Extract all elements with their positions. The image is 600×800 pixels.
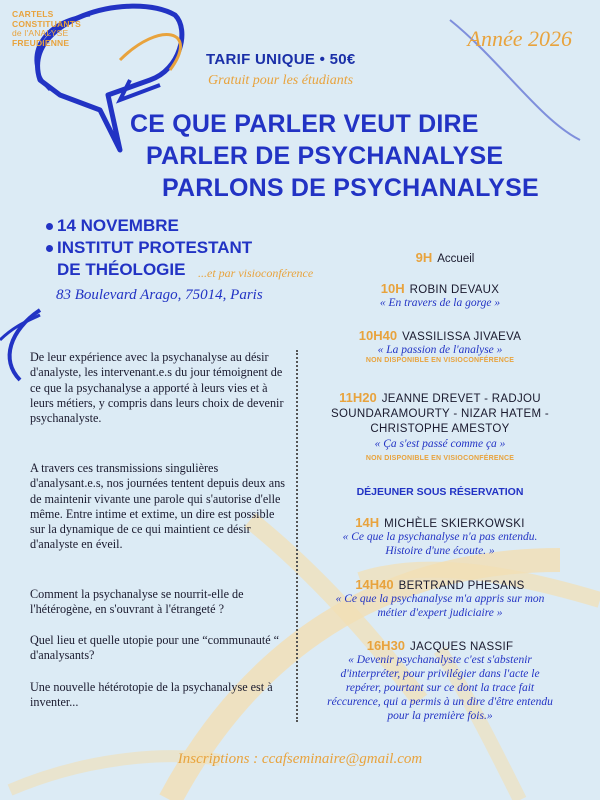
bullet-icon	[46, 223, 53, 230]
event-venue: INSTITUT PROTESTANT	[57, 238, 253, 257]
program-item	[305, 250, 585, 265]
speaker-name: BERTRAND PHESANS	[398, 580, 525, 592]
talk-title: « La passion de l'analyse »	[377, 344, 503, 356]
time: 11H20	[339, 390, 377, 405]
logo-line: de l'ANALYSE	[12, 28, 69, 38]
program-item	[290, 390, 590, 466]
talk-title: métier d'expert judiciaire »	[377, 607, 503, 619]
price: TARIF UNIQUE • 50€	[206, 51, 356, 68]
talk-title: « En travers de la gorge »	[379, 297, 501, 309]
speaker-name: JACQUES NASSIF	[410, 641, 514, 653]
visio-note: ...et par visioconférence	[198, 266, 314, 280]
session-title: Accueil	[437, 253, 475, 265]
talk-title: pour la première fois.»	[387, 710, 493, 722]
speaker-name: MICHÈLE SKIERKOWSKI	[384, 518, 525, 530]
speaker-name: ROBIN DEVAUX	[409, 284, 500, 296]
bullet-icon	[46, 245, 53, 252]
headline-3: PARLONS DE PSYCHANALYSE	[162, 174, 539, 202]
talk-title: « Ce que la psychanalyse n'a pas entendu.	[342, 531, 538, 543]
logo-line: FREUDIENNE	[12, 37, 70, 48]
program-item	[290, 515, 590, 558]
paragraph: Comment la psychanalyse se nourrit-elle de l'hétérogène, en s'ouvrant à l'étrangeté ?	[30, 587, 244, 617]
time: 14H40	[355, 577, 394, 592]
time: 10H40	[358, 328, 398, 343]
paragraph: A travers ces transmissions singulières d'analysant.e.s, nos journées tentent depuis deux ans de maintenir vivante une parole qui s'autorise d'elle même. Entre intime et extime, un dire est possible sur la dynamique de ce qui maintient ce désir d'analyste en éveil.	[30, 461, 286, 552]
student-free-note: Gratuit pour les étudiants	[208, 73, 354, 88]
event-date: 14 NOVEMBRE	[57, 216, 179, 235]
no-visio-note: NON DISPONIBLE EN VISIOCONFÉRENCE	[365, 455, 515, 462]
talk-title: repérer, pourtant sur ce dont la trace fait	[345, 682, 535, 694]
registration-email[interactable]: Inscriptions : ccafseminaire@gmail.com	[177, 751, 423, 767]
talk-title: Histoire d'une écoute. »	[385, 545, 495, 557]
program-item	[290, 328, 590, 364]
speaker-name: SOUNDARAMOURTY - NIZAR HATEM -	[331, 408, 549, 420]
speaker-name: VASSILISSA JIVAEVA	[402, 331, 522, 343]
paragraph: De leur expérience avec la psychanalyse au désir d'analyste, les intervenant.e.s du jour témoignent de ce que la psychanalyse a apporté à leurs vies et à leurs métiers, y compris dans leurs choix de devenir psychanalyste.	[30, 350, 284, 426]
event-venue: DE THÉOLOGIE	[57, 260, 186, 279]
time: 16H30	[366, 638, 406, 653]
logo	[12, 10, 162, 48]
talk-title: d'interpréter, pour privilégier dans l'acte le	[340, 668, 540, 680]
speaker-name: JEANNE DREVET - RADJOU	[381, 393, 541, 405]
headline-1: CE QUE PARLER VEUT DIRE	[130, 110, 479, 138]
paragraph: Une nouvelle hétérotopie de la psychanalyse est à inventer...	[30, 680, 273, 710]
time: 9H	[415, 250, 433, 265]
logo-line: CONSTITUANTS	[12, 18, 81, 29]
talk-title: « Devenir psychanalyste c'est s'abstenir	[348, 654, 532, 666]
headline-2: PARLER DE PSYCHANALYSE	[146, 142, 504, 170]
no-visio-note: NON DISPONIBLE EN VISIOCONFÉRENCE	[365, 357, 515, 364]
lunch-note: DÉJEUNER SOUS RÉSERVATION	[356, 486, 524, 498]
year: Année 2026	[467, 26, 572, 51]
program-item	[290, 281, 590, 310]
speaker-name: CHRISTOPHE AMESTOY	[370, 423, 510, 435]
talk-title: réccurence, qui a permis à un dire d'être entendu	[327, 696, 553, 708]
talk-title: « Ce que la psychanalyse m'a appris sur mon	[335, 593, 545, 605]
event-address: 83 Boulevard Arago, 75014, Paris	[56, 287, 263, 303]
time: 10H	[380, 281, 405, 296]
time: 14H	[355, 515, 380, 530]
program-item	[290, 577, 590, 620]
paragraph: Quel lieu et quelle utopie pour une “communauté “ d'analysants?	[30, 633, 280, 663]
talk-title: « Ça s'est passé comme ça »	[374, 438, 506, 450]
program-item	[290, 638, 590, 723]
logo-line: CARTELS	[12, 9, 54, 19]
